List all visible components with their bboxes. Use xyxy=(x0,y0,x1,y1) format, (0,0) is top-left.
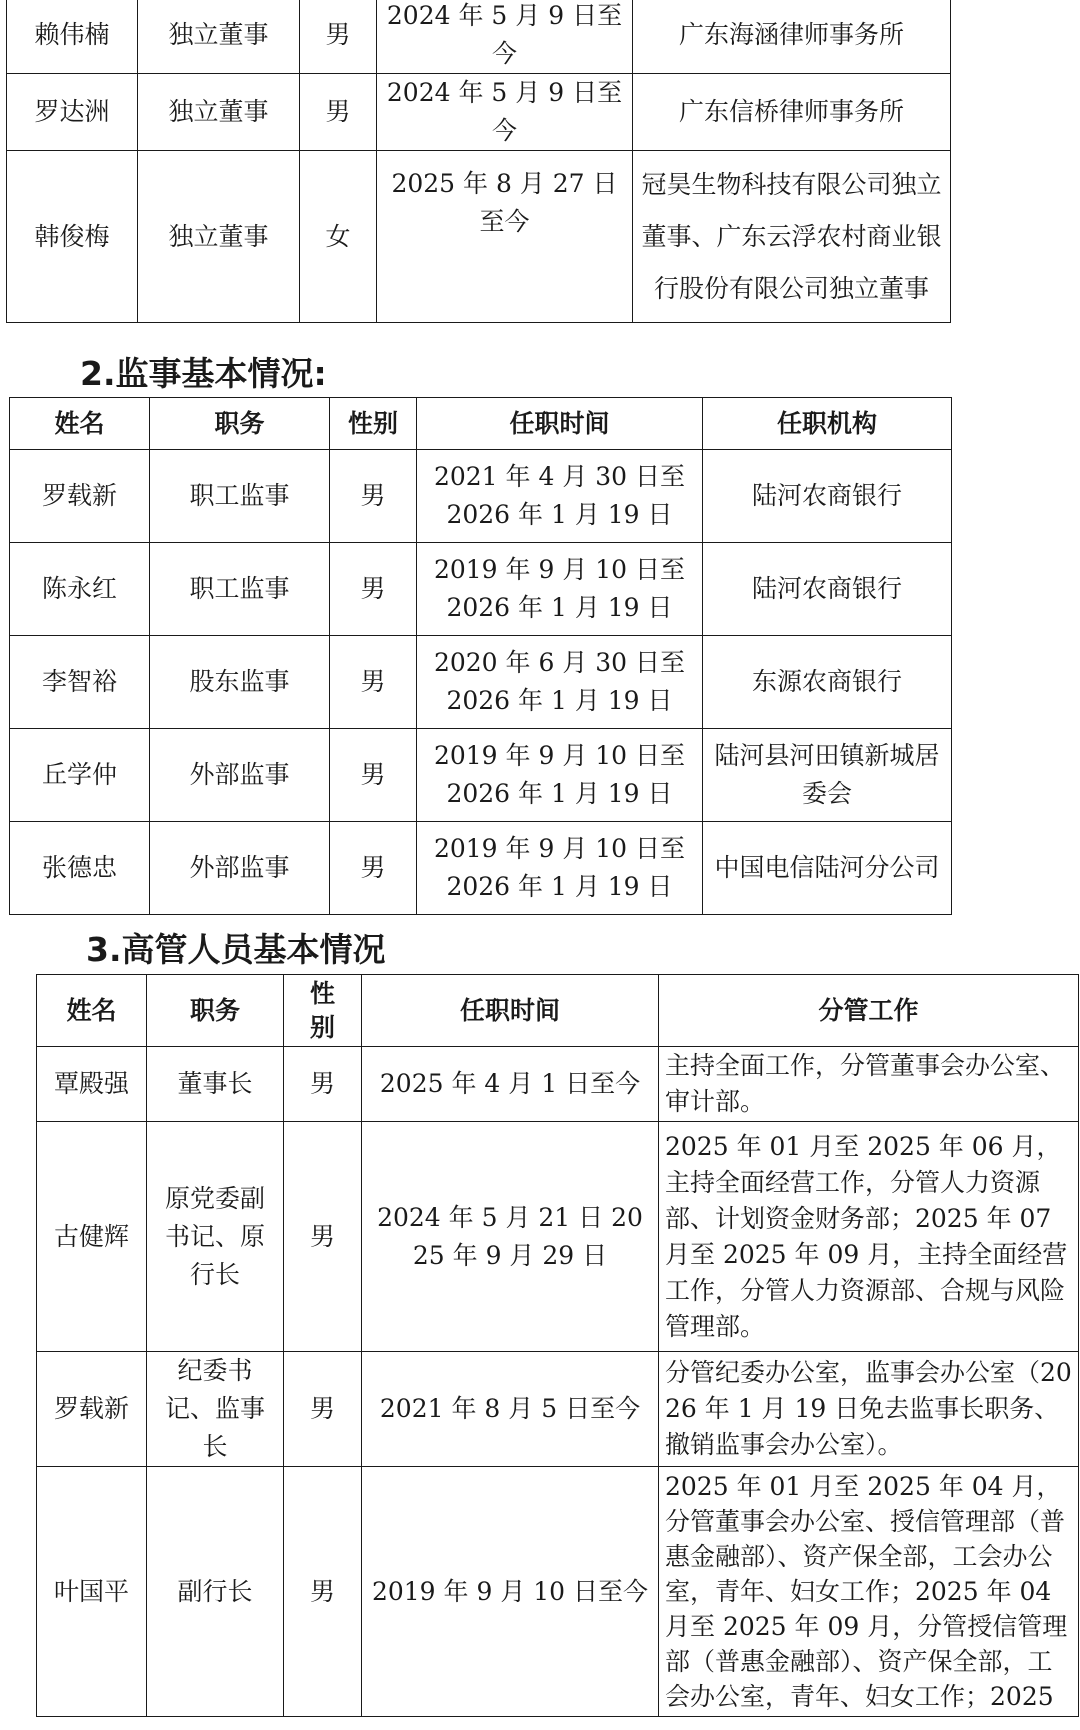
gender-cell: 男 xyxy=(330,543,417,636)
position-cell: 独立董事 xyxy=(138,151,300,323)
executives-section-title: 3.高管人员基本情况 xyxy=(86,930,386,969)
gender-cell: 男 xyxy=(284,1467,362,1717)
header-name: 姓名 xyxy=(10,398,150,450)
gender-cell: 男 xyxy=(330,450,417,543)
name-cell: 覃殿强 xyxy=(37,1047,147,1122)
term-cell: 2019 年 9 月 10 日至 2026 年 1 月 19 日 xyxy=(417,822,703,915)
position-cell: 纪委书记、监事长 xyxy=(147,1352,284,1467)
gender-cell: 男 xyxy=(330,729,417,822)
table-row xyxy=(10,729,952,822)
name-cell: 赖伟楠 xyxy=(7,0,138,74)
gender-cell: 男 xyxy=(284,1047,362,1122)
gender-cell: 男 xyxy=(284,1352,362,1467)
duties-cell: 分管纪委办公室，监事会办公室（2026 年 1 月 19 日免去监事长职务、撤销监事会办公室）。 xyxy=(659,1352,1079,1467)
term-cell: 2024 年 5 月 21 日 2025 年 9 月 29 日 xyxy=(362,1122,659,1352)
term-cell: 2024 年 5 月 9 日至今 xyxy=(377,74,633,151)
term-cell: 2019 年 9 月 10 日至 2026 年 1 月 19 日 xyxy=(417,729,703,822)
term-cell: 2019 年 9 月 10 日至今 xyxy=(362,1467,659,1717)
header-gender: 性别 xyxy=(330,398,417,450)
institution-cell: 广东海涵律师事务所 xyxy=(633,0,951,74)
institution-cell: 冠昊生物科技有限公司独立董事、广东云浮农村商业银行股份有限公司独立董事 xyxy=(633,151,951,323)
header-name: 姓名 xyxy=(37,975,147,1047)
position-cell: 职工监事 xyxy=(150,543,330,636)
table-row xyxy=(10,543,952,636)
table-row xyxy=(10,450,952,543)
table-row xyxy=(37,1352,1079,1467)
term-cell: 2025 年 8 月 27 日至今 xyxy=(377,151,633,323)
header-position: 职务 xyxy=(147,975,284,1047)
header-position: 职务 xyxy=(150,398,330,450)
supervisors-table xyxy=(9,397,952,915)
institution-cell: 陆河农商银行 xyxy=(703,543,952,636)
name-cell: 古健辉 xyxy=(37,1122,147,1352)
header-term: 任职时间 xyxy=(417,398,703,450)
header-institution: 任职机构 xyxy=(703,398,952,450)
supervisors-section-title: 2.监事基本情况: xyxy=(80,354,327,393)
name-cell: 叶国平 xyxy=(37,1467,147,1717)
position-cell: 独立董事 xyxy=(138,74,300,151)
directors-table xyxy=(6,0,951,323)
name-cell: 罗达洲 xyxy=(7,74,138,151)
term-cell: 2021 年 4 月 30 日至 2026 年 1 月 19 日 xyxy=(417,450,703,543)
institution-cell: 中国电信陆河分公司 xyxy=(703,822,952,915)
position-cell: 独立董事 xyxy=(138,0,300,74)
name-cell: 丘学仲 xyxy=(10,729,150,822)
table-row xyxy=(37,1122,1079,1352)
name-cell: 李智裕 xyxy=(10,636,150,729)
position-cell: 副行长 xyxy=(147,1467,284,1717)
term-cell: 2025 年 4 月 1 日至今 xyxy=(362,1047,659,1122)
gender-cell: 男 xyxy=(330,636,417,729)
term-cell: 2020 年 6 月 30 日至 2026 年 1 月 19 日 xyxy=(417,636,703,729)
name-cell: 张德忠 xyxy=(10,822,150,915)
term-cell: 2021 年 8 月 5 日至今 xyxy=(362,1352,659,1467)
name-cell: 罗载新 xyxy=(37,1352,147,1467)
table-row xyxy=(37,1047,1079,1122)
position-cell: 董事长 xyxy=(147,1047,284,1122)
name-cell: 陈永红 xyxy=(10,543,150,636)
position-cell: 职工监事 xyxy=(150,450,330,543)
position-cell: 外部监事 xyxy=(150,822,330,915)
institution-cell: 东源农商银行 xyxy=(703,636,952,729)
position-cell: 股东监事 xyxy=(150,636,330,729)
header-row xyxy=(10,398,952,450)
institution-cell: 陆河农商银行 xyxy=(703,450,952,543)
term-cell: 2024 年 5 月 9 日至今 xyxy=(377,0,633,74)
table-row xyxy=(7,151,951,323)
institution-cell: 广东信桥律师事务所 xyxy=(633,74,951,151)
header-row xyxy=(37,975,1079,1047)
gender-cell: 男 xyxy=(284,1122,362,1352)
table-row xyxy=(10,822,952,915)
gender-cell: 男 xyxy=(300,0,377,74)
executives-table xyxy=(36,974,1079,1717)
table-row xyxy=(37,1467,1079,1717)
duties-cell: 2025 年 01 月至 2025 年 06 月，主持全面经营工作，分管人力资源部、计划资金财务部；2025 年 07 月至 2025 年 09 月，主持全面经营工作，分管人力资源部、合规与风险管理部。 xyxy=(659,1122,1079,1352)
position-cell: 原党委副书记、原行长 xyxy=(147,1122,284,1352)
table-row xyxy=(7,0,951,74)
gender-cell: 男 xyxy=(330,822,417,915)
gender-cell: 男 xyxy=(300,74,377,151)
duties-cell: 2025 年 01 月至 2025 年 04 月，分管董事会办公室、授信管理部（普惠金融部）、资产保全部，工会办公室，青年、妇女工作；2025 年 04 月至 2025 年 09 月，分管授信管理部（普惠金融部）、资产保全部，工会办公室，青年、妇女工作；2025 xyxy=(659,1467,1079,1717)
institution-cell: 陆河县河田镇新城居委会 xyxy=(703,729,952,822)
header-duties: 分管工作 xyxy=(659,975,1079,1047)
term-cell: 2019 年 9 月 10 日至 2026 年 1 月 19 日 xyxy=(417,543,703,636)
gender-cell: 女 xyxy=(300,151,377,323)
header-gender: 性别 xyxy=(284,975,362,1047)
name-cell: 韩俊梅 xyxy=(7,151,138,323)
position-cell: 外部监事 xyxy=(150,729,330,822)
duties-cell: 主持全面工作，分管董事会办公室、审计部。 xyxy=(659,1047,1079,1122)
name-cell: 罗载新 xyxy=(10,450,150,543)
table-row xyxy=(10,636,952,729)
table-row xyxy=(7,74,951,151)
header-term: 任职时间 xyxy=(362,975,659,1047)
